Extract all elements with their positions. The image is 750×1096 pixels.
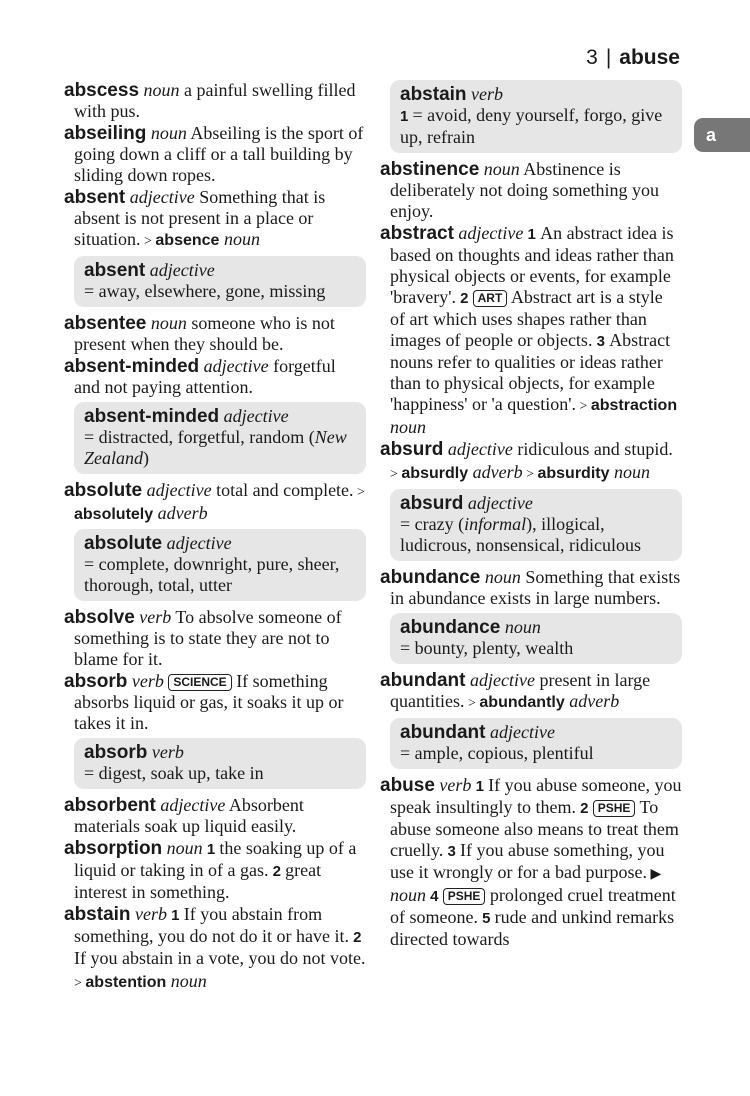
entry-abundant [380,670,682,714]
entry-absolute [64,480,366,525]
thesaurus-box-absent [74,256,366,307]
definition: If you abstain from something, you do not do it or have it. [74,904,349,946]
subject-tag-pshe: PSHE [593,800,636,817]
part-of-speech: noun [166,838,203,858]
synonym-label: informal [464,514,527,534]
headword: abstract [380,223,454,244]
entry-abstain [64,904,366,994]
headword: abstinence [380,159,480,180]
box-pos: verb [471,84,504,104]
synonyms: = away, elsewhere, gone, missing [84,281,326,301]
box-headword: absent [84,260,146,281]
headword: absent-minded [64,356,200,377]
box-headword: absurd [400,493,464,514]
entry-absent [64,187,366,252]
synonyms: = crazy ( [400,514,465,534]
entry-abstinence [380,159,682,222]
derivative-pos: adverb [468,462,523,482]
headword: abuse [380,775,435,796]
triangle-arrow-icon: ▶ [646,867,662,882]
definition: Abstract nouns refer to qualities or ideas rather than to physical objects, for example 'happiness' or 'a question'. [390,330,671,414]
definition: Abstinence is deliberately not doing something you enjoy. [390,159,659,221]
thesaurus-box-absurd [390,489,682,561]
definition: If you abuse something, you use it wrongly or for a bad purpose. [390,840,665,882]
definition: someone who is not present when they should be. [74,313,335,354]
sense-number: 2 [348,929,362,946]
part-of-speech: adjective [129,187,195,207]
box-headword: absorb [84,742,148,763]
definition: To abuse someone also means to treat them cruelly. [390,797,679,860]
definition: If you abstain in a vote, you do not vote. [74,948,366,968]
synonyms: = avoid, deny yourself, forgo, give up, refrain [400,105,663,147]
headword: absolve [64,607,135,628]
part-of-speech: noun [150,123,187,143]
synonyms-end: ) [143,448,150,468]
synonyms: = distracted, forgetful, random ( [84,427,315,447]
derivative-pos: noun [390,417,426,437]
entry-absolve [64,607,366,670]
box-headword: absolute [84,533,163,554]
sense-number: 2 [268,863,286,880]
part-of-speech: verb [139,607,172,627]
sense-number: 1 [523,226,541,243]
synonym-label: New Zealand [84,427,347,468]
definition: forgetful and not paying attention. [74,356,336,397]
synonyms: = complete, downright, pure, sheer, thorough, total, utter [84,554,340,595]
part-of-speech: noun [483,159,520,179]
entry-absent-minded [64,356,366,398]
sense-number: 2 [455,290,473,307]
derivative: abstraction [590,397,678,414]
box-pos: adjective [166,533,232,553]
definition: great interest in something. [74,860,322,902]
entry-abuse [380,775,682,950]
headword: absorb [64,671,128,692]
synonyms-end: ), illogical, ludicrous, nonsensical, ridiculous [400,514,641,555]
part-of-speech: adjective [470,670,535,690]
headword: absent [64,187,126,208]
box-headword: abstain [400,84,467,105]
definition: An abstract idea is based on thoughts and ideas rather than physical objects or events, for example 'bravery'. [390,223,674,307]
definition: Something that exists in abundance exists in large numbers. [390,567,681,608]
derivative-pos: noun [609,462,650,482]
derivative-marker: > [140,234,156,249]
header-separator: | [605,46,612,69]
sense-number: 1 [202,841,220,858]
definition: total and complete. [211,480,354,500]
definition: rude and unkind remarks directed towards [390,907,675,949]
headword: absentee [64,313,147,334]
headword: absolute [64,480,143,501]
derivative-pos: noun [219,229,260,249]
derivative-marker: > [74,976,86,991]
entry-abscess [64,80,366,122]
part-of-speech: verb [439,775,472,795]
headword: absurd [380,439,444,460]
entry-abundance [380,567,682,609]
entry-abstract [380,223,682,438]
part-of-speech: adjective [203,356,269,376]
definition: Something that is absent is not present in a place or situation. [74,187,326,249]
box-headword: abundant [400,722,486,743]
box-pos: adjective [149,260,215,280]
guide-word: abuse [619,46,680,69]
synonyms: = bounty, plenty, wealth [400,638,574,658]
part-of-speech: adjective [458,223,524,243]
headword: absorbent [64,795,156,816]
derivative-pos: adverb [564,691,620,711]
headword: abundance [380,567,481,588]
box-pos: noun [504,617,541,637]
box-pos: adjective [467,493,533,513]
derivative-marker: > [522,467,538,482]
entry-absentee [64,313,366,355]
headword: abscess [64,80,140,101]
derivative: absence [155,232,220,249]
headword: abstain [64,904,131,925]
derivative: abstention [85,974,167,991]
left-column [64,80,366,995]
definition: prolonged cruel treatment of someone. [390,885,676,927]
derivative-pos: adverb [153,503,208,523]
synonyms: = digest, soak up, take in [84,763,264,783]
derivative: absurdly [401,465,469,482]
sense-number: 1 [167,907,184,924]
definition: ridiculous and stupid. [512,439,673,459]
part-of-speech: verb [135,904,168,924]
thesaurus-box-absent-minded [74,402,366,474]
page-header [586,46,680,70]
sense-number: 1 [471,778,489,795]
sense-number: 5 [477,910,495,927]
box-pos: verb [151,742,184,762]
derivative: absolutely [74,506,154,523]
entry-absorb [64,671,366,734]
page-number: 3 [586,46,598,69]
part-of-speech: noun [484,567,521,587]
definition: Abseiling is the sport of going down a cliff or a tall building by sliding down ropes. [74,123,364,185]
derivative-marker: > [353,485,365,500]
definition: If you abuse someone, you speak insultingly to them. [390,775,682,817]
part-of-speech: noun [143,80,180,100]
box-pos: adjective [490,722,555,742]
definition: present in large quantities. [390,670,651,711]
part-of-speech: verb [131,671,164,691]
subject-tag-pshe: PSHE [443,888,486,905]
derivative: abundantly [479,694,565,711]
definition: Absorbent materials soak up liquid easily. [74,795,304,836]
sense-number: 4 [426,888,443,905]
sense-number: 1 [400,108,413,125]
box-headword: abundance [400,617,501,638]
entry-absorbent [64,795,366,837]
derivative-pos: noun [166,971,207,991]
part-of-speech: adjective [146,480,212,500]
letter-tab[interactable]: a [694,118,750,152]
subject-tag-art: ART [473,290,508,307]
subject-tag-science: SCIENCE [168,674,231,691]
synonyms: = ample, copious, plentiful [400,743,594,763]
sense-number: 2 [576,800,593,817]
definition: a painful swelling filled with pus. [74,80,356,121]
sense-number: 3 [592,333,610,350]
thesaurus-box-abstain [390,80,682,153]
box-headword: absent-minded [84,406,220,427]
part-of-speech: adjective [447,439,513,459]
headword: abseiling [64,123,147,144]
right-column [380,80,682,951]
headword: abundant [380,670,466,691]
box-pos: adjective [223,406,289,426]
definition: If something absorbs liquid or gas, it soaks it up or takes it in. [74,671,344,733]
thesaurus-box-absorb [74,738,366,789]
thesaurus-box-abundant [390,718,682,769]
entry-abseiling [64,123,366,186]
part-of-speech: noun [150,313,187,333]
derivative-marker: > [390,467,402,482]
headword: absorption [64,838,163,859]
entry-absorption [64,838,366,903]
derivative-marker: > [464,696,480,711]
part-of-speech: noun [390,885,426,905]
definition: Abstract art is a style of art which uses shapes rather than images of people or objects. [390,287,663,350]
part-of-speech: adjective [160,795,226,815]
definition: To absolve someone of something is to state they are not to blame for it. [74,607,342,669]
derivative-marker: > [575,399,591,414]
thesaurus-box-abundance [390,613,682,664]
sense-number: 3 [443,843,460,860]
thesaurus-box-absolute [74,529,366,601]
derivative: absurdity [537,465,610,482]
entry-absurd [380,439,682,485]
definition: the soaking up of a liquid or taking in of a gas. [74,838,357,880]
